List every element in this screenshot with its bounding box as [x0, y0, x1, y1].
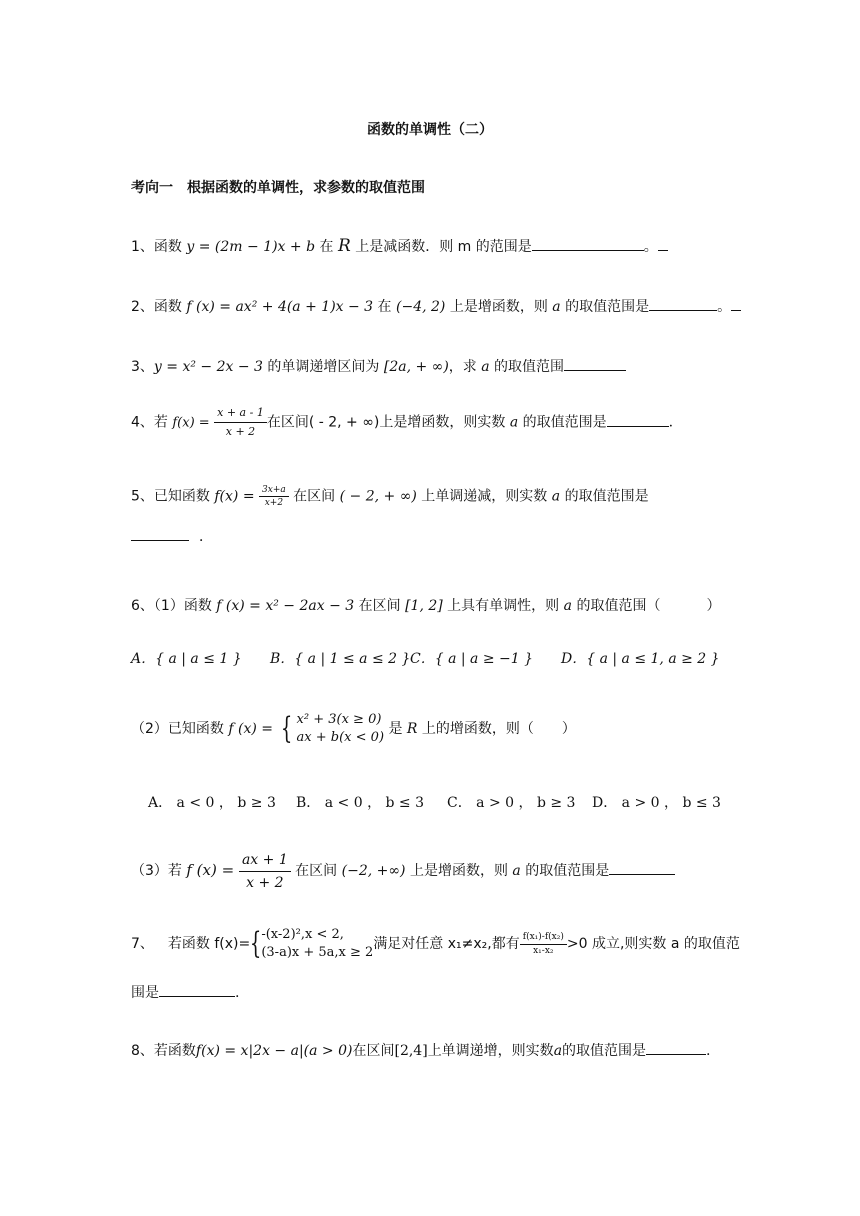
question-6-part-2: （2）已知函数 f (x) = { x² + 3(x ≥ 0) ax + b(x < 0) 是 R 上的增函数，则（ ） [131, 711, 576, 746]
answer-blank[interactable] [646, 1040, 706, 1055]
question-4: 4、若 f(x) = $\frac{x + a ‐ 1}{x + 2}$ 在区间( ‐ 2, + ∞)上是增函数，则实数 a 的取值范围是 . [131, 404, 673, 441]
option-b[interactable]: B．{ a | 1 ≤ a ≤ 2 } [270, 651, 411, 667]
option-a[interactable]: A． a < 0 ， b ≥ 3 [148, 795, 276, 811]
question-7: 7、 若函数 f(x)={ -(x-2)²,x < 2, (3-a)x + 5a,x ≥ 2 满足对任意 x₁≠x₂,都有 $\frac{\text{f(x₁)-f(x₂)}}{\text{x₁-x₂}}$ >0 成立,则实数 a 的取值范 [131, 926, 740, 961]
question-5-continuation: ． [131, 526, 213, 547]
option-d[interactable]: D．{ a | a ≤ 1, a ≥ 2 } [561, 651, 720, 667]
option-d[interactable]: D． a > 0 ， b ≤ 3 [592, 795, 721, 811]
answer-blank[interactable] [159, 982, 235, 997]
fraction: $\frac{x + a ‐ 1}{x + 2}$ [214, 404, 267, 441]
question-3: 3、y = x² − 2x − 3 的单调递增区间为 [2a, + ∞)，求 a 的取值范围 [131, 356, 626, 377]
question-6-part-1: 6、（1）函数 f (x) = x² − 2ax − 3 在区间 [1, 2] 上具有单调性，则 a 的取值范围（ ） [131, 598, 721, 614]
answer-blank[interactable] [649, 296, 717, 311]
answer-blank[interactable] [609, 860, 675, 875]
question-1: 1、函数 y = (2m − 1)x + b 在 R 上是减函数．则 m 的范围是 。 [131, 236, 668, 257]
piecewise-cases: -(x-2)²,x < 2, (3-a)x + 5a,x ≥ 2 [261, 927, 374, 960]
question-2: 2、函数 f (x) = ax² + 4(a + 1)x − 3 在 (−4, 2) 上是增函数，则 a 的取值范围是 。 [131, 296, 741, 317]
answer-blank[interactable] [131, 526, 189, 541]
fraction: $\frac{\text{f(x₁)-f(x₂)}}{\text{x₁-x₂}}$ [520, 931, 567, 958]
fraction: $\frac{ax + 1}{x + 2}$ [239, 849, 291, 894]
answer-blank[interactable] [607, 412, 669, 427]
question-6-part-3: （3）若 f (x) = $\frac{ax + 1}{x + 2}$ 在区间 (−2, +∞) 上是增函数，则 a 的取值范围是 [131, 848, 675, 894]
option-a[interactable]: A．{ a | a ≤ 1 } [131, 651, 242, 667]
fraction: $\frac{3x+a}{x+2}$ [259, 484, 289, 509]
section-heading: 考向一 根据函数的单调性，求参数的取值范围 [131, 180, 425, 196]
piecewise-cases: x² + 3(x ≥ 0) ax + b(x < 0) [296, 712, 385, 745]
option-c[interactable]: C． a > 0 ， b ≥ 3 [447, 795, 576, 811]
option-b[interactable]: B． a < 0 ， b ≤ 3 [296, 795, 425, 811]
answer-blank[interactable] [532, 236, 644, 251]
question-8: 8、若函数f(x) = x|2x − a|(a > 0)在区间[2,4]上单调递增，则实数a的取值范围是 . [131, 1040, 711, 1061]
question-5: 5、已知函数 f(x) = $\frac{3x+a}{x+2}$ 在区间 ( − 2, + ∞) 上单调递减，则实数 a 的取值范围是 [131, 485, 649, 508]
question-7-continuation: 围是 . [131, 982, 239, 1003]
option-c[interactable]: C．{ a | a ≥ −1 } [410, 651, 534, 667]
answer-blank[interactable] [564, 356, 626, 371]
page-title: 函数的单调性（二） [367, 122, 493, 138]
